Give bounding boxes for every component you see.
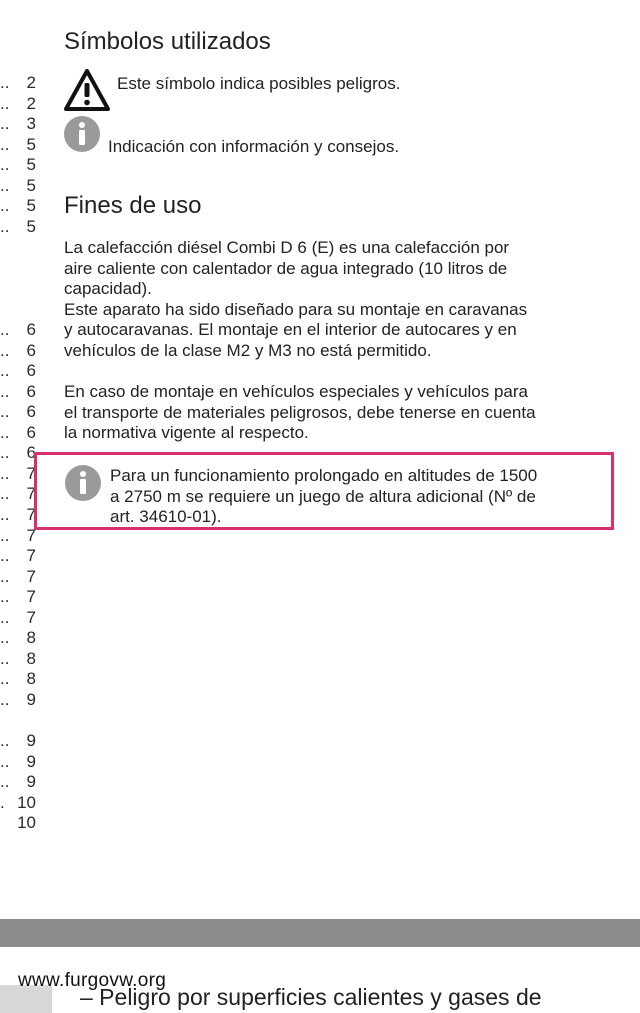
altitude-notice-box: [34, 452, 614, 530]
paragraph-line: La calefacción diésel Combi D 6 (E) es una calefacción por: [64, 238, 510, 257]
special-vehicles-paragraph: [64, 382, 604, 444]
toc-entry: .. 8: [0, 669, 36, 688]
toc-page-number: 6: [26, 382, 36, 401]
toc-entry: .. 6: [0, 320, 36, 339]
usage-paragraph: [64, 238, 604, 361]
toc-entry: .. 7: [0, 526, 36, 545]
toc-page-number: 9: [26, 731, 36, 750]
toc-page-number: 8: [26, 669, 36, 688]
toc-page-number: 7: [26, 608, 36, 627]
toc-entry: .. 6: [0, 341, 36, 360]
watermark: www.furgovw.org: [18, 970, 167, 991]
toc-entry: .. 7: [0, 608, 36, 627]
next-page-text: – Peligro por superficies calientes y gases de: [80, 984, 542, 1010]
toc-page-number: 7: [26, 567, 36, 586]
toc-page-number: 6: [26, 361, 36, 380]
toc-entry: .. 9: [0, 731, 36, 750]
toc-page-number: 10: [17, 813, 36, 832]
toc-entry: .. 7: [0, 464, 36, 483]
toc-entry: .. 9: [0, 690, 36, 709]
toc-page-number: 2: [26, 73, 36, 92]
toc-page-number: 7: [26, 484, 36, 503]
toc-page-number: 6: [26, 443, 36, 462]
toc-page-number: 9: [26, 772, 36, 791]
toc-entry: .. 3: [0, 114, 36, 133]
toc-entry: .. 2: [0, 73, 36, 92]
notice-line: Para un funcionamiento prolongado en altitudes de 1500: [110, 466, 538, 485]
toc-entry: .. 7: [0, 484, 36, 503]
toc-entry: .. 7: [0, 567, 36, 586]
toc-page-number: 6: [26, 320, 36, 339]
toc-entry: .. 8: [0, 649, 36, 668]
paragraph-line: En caso de montaje en vehículos especiales y vehículos para: [64, 382, 528, 401]
notice-line: art. 34610-01).: [110, 507, 222, 526]
toc-page-number: 5: [26, 135, 36, 154]
paragraph-line: la normativa vigente al respecto.: [64, 423, 309, 442]
toc-page-number: 6: [26, 341, 36, 360]
toc-page-number: 9: [26, 690, 36, 709]
usage-heading: Fines de uso: [64, 192, 202, 219]
toc-entry: .. 6: [0, 423, 36, 442]
info-icon: [64, 116, 100, 152]
toc-entry: .. 5: [0, 135, 36, 154]
toc-page-number: 5: [26, 196, 36, 215]
toc-entry: .. 5: [0, 176, 36, 195]
paragraph-line: aire caliente con calentador de agua integrado (10 litros de: [64, 258, 508, 278]
toc-page-number: 6: [26, 423, 36, 442]
toc-entry: .. 8: [0, 628, 36, 647]
toc-entry: .. 5: [0, 217, 36, 236]
toc-entry: .. 5: [0, 155, 36, 174]
toc-page-number: 7: [26, 464, 36, 483]
toc-page-number: 7: [26, 546, 36, 565]
toc-entry: .. 5: [0, 196, 36, 215]
toc-page-number: 2: [26, 94, 36, 113]
toc-page-number: 9: [26, 752, 36, 771]
toc-entry: .. 7: [0, 546, 36, 565]
toc-entry: .. 6: [0, 443, 36, 462]
info-icon: [65, 465, 101, 501]
warning-symbol-text: Este símbolo indica posibles peligros.: [117, 74, 401, 93]
toc-entry: .. 9: [0, 772, 36, 791]
toc-entry: .. 9: [0, 752, 36, 771]
info-symbol-text: Indicación con información y consejos.: [108, 137, 400, 156]
toc-page-number: 5: [26, 217, 36, 236]
paragraph-line: y autocaravanas. El montaje en el interior de autocares y en: [64, 320, 517, 339]
toc-page-number: 5: [26, 155, 36, 174]
paragraph-line: el transporte de materiales peligrosos, debe tenerse en cuenta: [64, 402, 536, 422]
toc-page-number: 7: [26, 505, 36, 524]
toc-entry: .. 6: [0, 402, 36, 421]
toc-entry: [0, 813, 36, 833]
paragraph-line: Este aparato ha sido diseñado para su montaje en caravanas: [64, 299, 528, 319]
toc-page-number: 8: [26, 649, 36, 668]
toc-page-number: 3: [26, 114, 36, 133]
toc-entry: .. 7: [0, 587, 36, 606]
toc-entry: .. 6: [0, 382, 36, 401]
toc-page-number: 8: [26, 628, 36, 647]
toc-page-number: 10: [17, 793, 36, 812]
notice-line: a 2750 m se requiere un juego de altura adicional (Nº de: [110, 486, 536, 506]
warning-triangle-icon: [63, 68, 111, 112]
paragraph-line: capacidad).: [64, 279, 152, 298]
symbols-heading: Símbolos utilizados: [64, 28, 271, 55]
toc-page-number: 6: [26, 402, 36, 421]
toc-page-number: 5: [26, 176, 36, 195]
toc-page-number: 7: [26, 526, 36, 545]
toc-entry: .. 7: [0, 505, 36, 524]
page-separator-band: [0, 919, 640, 947]
paragraph-line: vehículos de la clase M2 y M3 no está permitido.: [64, 340, 432, 360]
toc-entry: .. 6: [0, 361, 36, 380]
toc-entry: . 10: [0, 793, 36, 812]
toc-entry: .. 2: [0, 94, 36, 113]
altitude-notice-text: [110, 466, 610, 528]
toc-page-number: 7: [26, 587, 36, 606]
